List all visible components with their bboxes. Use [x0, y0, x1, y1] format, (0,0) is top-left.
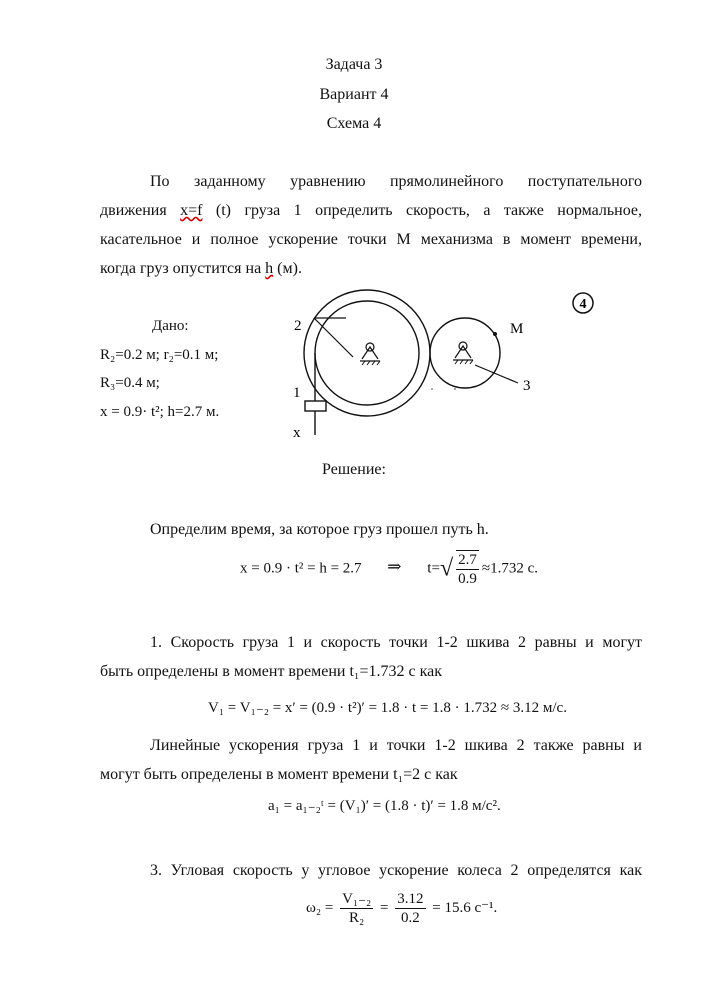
mechanism-diagram	[280, 285, 610, 445]
wheel-3	[430, 318, 500, 388]
label-2: 2	[294, 318, 302, 334]
omega-frac1-den: R₂	[349, 910, 365, 926]
label-3: 3	[523, 378, 531, 394]
time-text: Определим время, за которое груз прошел путь h.	[150, 521, 489, 538]
equals-sign: =	[380, 899, 389, 916]
acceleration-formula: a₁ = a₁₋₂ᵗ = (V₁)′ = (1.8 · t)′ = 1.8 м/с².	[268, 798, 501, 814]
load-1	[305, 401, 326, 411]
wheel-2-inner	[315, 301, 419, 405]
task-title: Задача 3	[325, 56, 383, 73]
point-M	[493, 332, 497, 336]
paragraph-3-line-1: 3. Угловая скорость у угловое ускорение колеса 2 определятся как	[150, 862, 642, 879]
wheel-2-outer	[304, 290, 430, 416]
given-x-equation: x = 0.9· t²; h=2.7 м.	[100, 404, 220, 420]
implies-arrow: ⇒	[387, 557, 402, 577]
solution-title: Решение:	[322, 461, 386, 478]
pointer-line-2	[314, 318, 353, 357]
omega-frac2-den: 0.2	[401, 910, 420, 926]
given-r2: R₂=0.2 м; r₂=0.1 м;	[100, 347, 219, 363]
problem-statement	[100, 167, 642, 283]
fraction-denominator: 0.9	[458, 571, 477, 587]
label-x: x	[293, 425, 301, 441]
label-1: 1	[293, 385, 301, 401]
problem-line-4: когда груз опустится на h (м).	[100, 260, 302, 277]
problem-line-3: касательное и полное ускорение точки М механизма в момент времени,	[100, 231, 642, 248]
time-formula: x = 0.9 · t² = h = 2.7 ⇒ t=√ $\frac{2.7}{0.9}$ ≈1.732 с.	[240, 552, 538, 587]
given-r3: R₃=0.4 м;	[100, 375, 160, 391]
bearing-support-3	[453, 342, 473, 364]
paragraph-2-line-1: Линейные ускорения груза 1 и точки 1-2 шкива 2 также равны и	[150, 737, 642, 754]
velocity-formula: V₁ = V₁₋₂ = x′ = (0.9 · t²)′ = 1.8 · t = 1.8 · 1.732 ≈ 3.12 м/с.	[208, 700, 567, 716]
omega-frac2-num: 3.12	[397, 891, 424, 907]
omega-result: = 15.6 с⁻¹.	[432, 899, 498, 916]
bearing-support-2	[360, 343, 380, 365]
paragraph-3	[100, 856, 642, 885]
paragraph-1-line-1: 1. Скорость груза 1 и скорость точки 1-2 шкива 2 равны и могут	[150, 634, 642, 651]
scheme-title: Схема 4	[326, 115, 382, 132]
time-formula-left: x = 0.9 · t² = h = 2.7	[240, 560, 362, 577]
problem-line-1: По заданному уравнению прямолинейного поступательного	[150, 173, 642, 190]
paragraph-2-line-2: могут быть определены в момент времени t₁=2 с как	[100, 766, 458, 783]
paragraph-2	[100, 731, 642, 789]
problem-line-2: движения x=f (t) груза 1 определить скорость, а также нормальное,	[100, 202, 643, 219]
paragraph-1	[100, 628, 642, 686]
given-title: Дано:	[152, 318, 189, 334]
t-result: ≈1.732 с.	[481, 560, 538, 577]
scheme-badge-label: 4	[579, 297, 587, 312]
omega-formula	[306, 890, 497, 927]
t-equals: t=	[427, 560, 440, 577]
omega-left: ω₂ =	[306, 899, 334, 916]
variant-title: Вариант 4	[319, 86, 389, 103]
paragraph-1-line-2: быть определены в момент времени t₁=1.732 с как	[100, 663, 442, 680]
label-M: M	[510, 321, 524, 337]
fraction-numerator: 2.7	[458, 552, 477, 568]
omega-frac1-num: V₁₋₂	[342, 891, 372, 907]
